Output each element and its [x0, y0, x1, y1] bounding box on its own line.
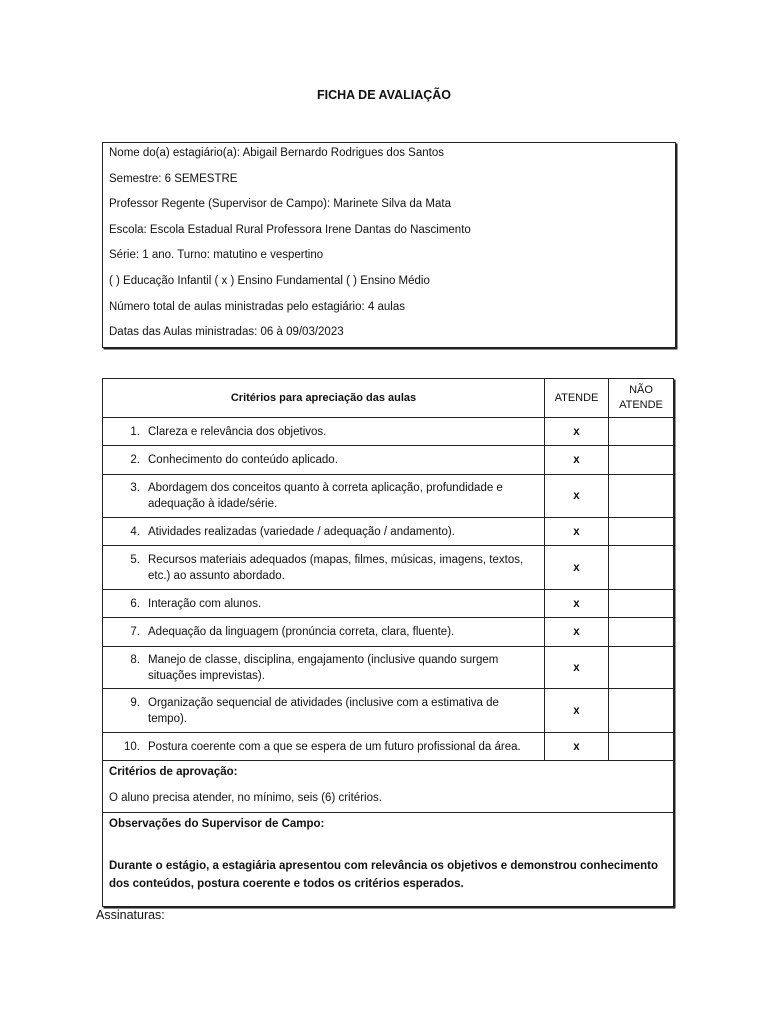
- grade-shift-line: Série: 1 ano. Turno: matutino e vespertino: [109, 249, 324, 262]
- nao-atende-column-header: [609, 379, 674, 418]
- criterion-number: 8.: [130, 653, 140, 666]
- criteria-column-header: Critérios para apreciação das aulas: [103, 379, 545, 418]
- page-title: FICHA DE AVALIAÇÃO: [316, 88, 452, 102]
- nao-atende-header-line2: ATENDE: [619, 399, 663, 411]
- atende-mark: x: [545, 618, 609, 647]
- supervisor-line: Professor Regente (Supervisor de Campo): Marinete Silva da Mata: [109, 198, 451, 211]
- signatures-label: Assinaturas:: [96, 908, 165, 922]
- table-row: [103, 546, 674, 590]
- atende-mark: x: [545, 446, 609, 475]
- criterion-number: 5.: [130, 553, 140, 566]
- nao-atende-mark: [609, 518, 674, 546]
- approval-criteria-row: [103, 761, 674, 813]
- table-header-row: [103, 379, 674, 418]
- table-row: [103, 446, 674, 475]
- atende-mark: x: [545, 546, 609, 590]
- nao-atende-mark: [609, 618, 674, 647]
- atende-mark: x: [545, 518, 609, 546]
- criterion-number: 6.: [130, 597, 140, 610]
- atende-column-header: ATENDE: [545, 379, 609, 418]
- nao-atende-mark: [609, 733, 674, 761]
- criterion-number: 1.: [130, 425, 140, 438]
- observations-text: Durante o estágio, a estagiária apresentou com relevância os objetivos e demonstrou conhecimento dos conteúdos, postura coerente e todos os critérios esperados.: [109, 860, 658, 890]
- nao-atende-mark: [609, 590, 674, 618]
- atende-mark: x: [545, 733, 609, 761]
- table-row: [103, 733, 674, 761]
- intern-info-box: [102, 142, 676, 348]
- class-dates-line: Datas das Aulas ministradas: 06 à 09/03/2023: [109, 326, 344, 339]
- nao-atende-header-line1: NÃO: [629, 384, 653, 396]
- criterion-text: Atividades realizadas (variedade / adequação / andamento).: [148, 525, 455, 538]
- intern-name-line: Nome do(a) estagiário(a): Abigail Bernardo Rodrigues dos Santos: [109, 147, 444, 159]
- supervisor-observations-row: [103, 813, 674, 907]
- criterion-number: 7.: [130, 626, 140, 638]
- observations-heading: Observações do Supervisor de Campo:: [109, 818, 325, 830]
- table-row: [103, 475, 674, 518]
- total-classes-line: Número total de aulas ministradas pelo estagiário: 4 aulas: [109, 300, 405, 313]
- atende-mark: x: [545, 418, 609, 446]
- atende-mark: x: [545, 475, 609, 518]
- atende-mark: x: [545, 689, 609, 733]
- criterion-number: 3.: [130, 482, 140, 494]
- approval-criteria-text: O aluno precisa atender, no mínimo, seis (6) critérios.: [109, 792, 382, 804]
- school-line: Escola: Escola Estadual Rural Professora Irene Dantas do Nascimento: [109, 223, 471, 236]
- table-row: [103, 618, 674, 647]
- table-row: [103, 689, 674, 733]
- criterion-number: 10.: [124, 740, 140, 753]
- nao-atende-mark: [609, 446, 674, 475]
- criterion-text: Organização sequencial de atividades (inclusive com a estimativa de tempo).: [148, 696, 499, 725]
- atende-mark: x: [545, 647, 609, 689]
- criterion-text: Abordagem dos conceitos quanto à correta aplicação, profundidade e adequação à idade/série.: [148, 482, 503, 510]
- education-level-line: ( ) Educação Infantil ( x ) Ensino Fundamental ( ) Ensino Médio: [109, 274, 430, 287]
- table-row: [103, 518, 674, 546]
- criterion-text: Clareza e relevância dos objetivos.: [148, 425, 327, 438]
- criterion-number: 4.: [130, 525, 140, 538]
- approval-criteria-heading: Critérios de aprovação:: [109, 766, 238, 778]
- criterion-number: 2.: [130, 454, 140, 466]
- table-row: [103, 647, 674, 689]
- criterion-text: Adequação da linguagem (pronúncia correta, clara, fluente).: [148, 626, 455, 638]
- criteria-table: [102, 378, 674, 907]
- criterion-text: Conhecimento do conteúdo aplicado.: [148, 454, 338, 466]
- table-row: [103, 418, 674, 446]
- nao-atende-mark: [609, 647, 674, 689]
- criterion-text: Interação com alunos.: [148, 597, 262, 610]
- criterion-number: 9.: [130, 696, 140, 709]
- nao-atende-mark: [609, 546, 674, 590]
- semester-line: Semestre: 6 SEMESTRE: [109, 172, 238, 185]
- nao-atende-mark: [609, 689, 674, 733]
- nao-atende-mark: [609, 418, 674, 446]
- table-row: [103, 590, 674, 618]
- criterion-text: Recursos materiais adequados (mapas, filmes, músicas, imagens, textos, etc.) ao assunto abordado.: [148, 553, 524, 582]
- atende-mark: x: [545, 590, 609, 618]
- criterion-text: Manejo de classe, disciplina, engajamento (inclusive quando surgem situações imprevistas).: [148, 653, 499, 682]
- criterion-text: Postura coerente com a que se espera de um futuro profissional da área.: [148, 740, 521, 753]
- nao-atende-mark: [609, 475, 674, 518]
